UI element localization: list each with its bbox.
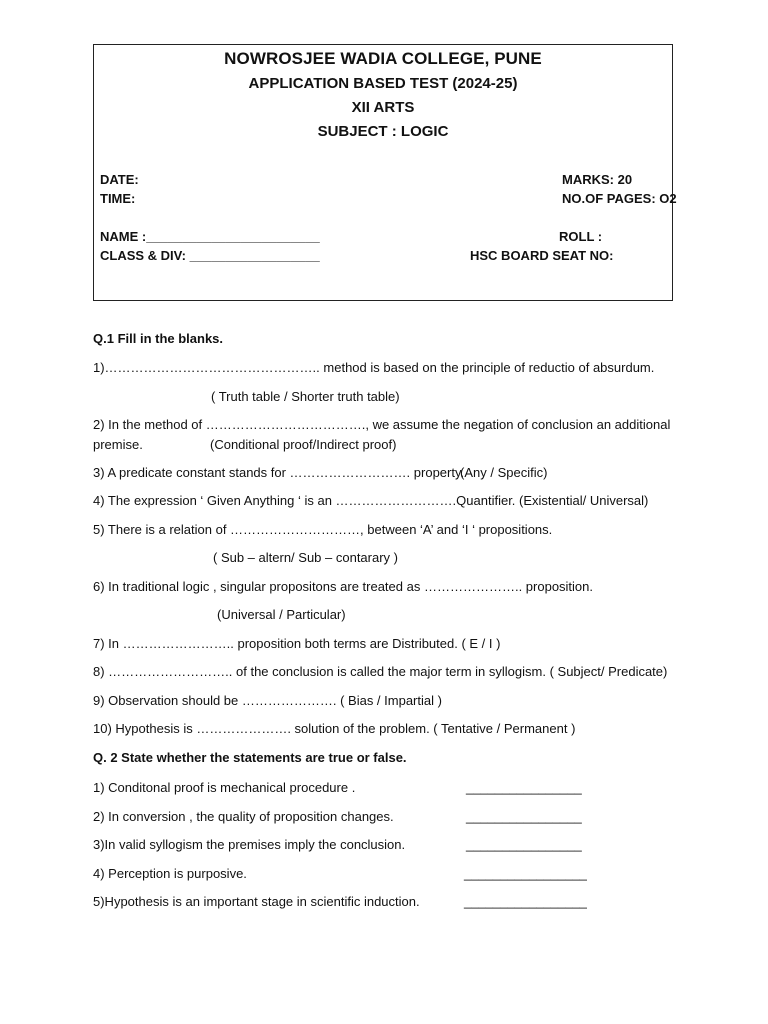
college-name: NOWROSJEE WADIA COLLEGE, PUNE [224,49,542,68]
date-label: DATE: [100,172,139,187]
q1-item-9: 9) Observation should be …………………. ( Bias / Impartial ) [93,693,442,708]
header-box [93,44,677,301]
q1-item-1: 1)………………………………………….. method is based on the principle of reductio of absurdum. [93,360,655,375]
q1-item-6-options: (Universal / Particular) [217,607,346,622]
time-label: TIME: [100,191,136,206]
q1-item-1-options: ( Truth table / Shorter truth table) [211,389,400,404]
q2-statement-3: 3)In valid syllogism the premises imply the conclusion. [93,837,406,852]
roll-label: ROLL : [559,229,603,244]
q2-heading: Q. 2 State whether the statements are true or false. [93,750,407,765]
q1-item-2-cont: premise. [93,437,143,452]
class-title: XII ARTS [351,99,415,116]
q2-answer-blank-5: _________________ [464,894,587,909]
q1-item-8: 8) ……………………….. of the conclusion is called the major term in syllogism. ( Subject/ Predicate) [93,664,668,679]
q1-item-7: 7) In …………………….. proposition both terms are Distributed. ( E / I ) [93,636,501,651]
q2-answer-blank-1: ________________ [466,780,582,795]
test-title: APPLICATION BASED TEST (2024-25) [248,75,518,92]
class-div-field: CLASS & DIV: __________________ [100,248,320,263]
q1-item-3-options: (Any / Specific) [460,465,548,480]
q1-item-2: 2) In the method of ………………………………., we assume the negation of conclusion an additional [93,417,671,432]
pages-label: NO.OF PAGES: O2 [562,191,677,206]
q2-answer-blank-4: _________________ [464,866,587,881]
q1-item-5-options: ( Sub – altern/ Sub – contarary ) [213,550,398,565]
subject-title: SUBJECT : LOGIC [317,123,449,140]
q2-answer-blank-3: ________________ [466,837,582,852]
q1-item-10: 10) Hypothesis is …………………. solution of the problem. ( Tentative / Permanent ) [93,721,576,736]
q1-heading: Q.1 Fill in the blanks. [93,331,224,346]
seat-no-label: HSC BOARD SEAT NO: [470,248,614,263]
name-field: NAME :________________________ [100,229,320,244]
q2-statement-1: 1) Conditonal proof is mechanical procedure . [93,780,356,795]
q2-statement-5: 5)Hypothesis is an important stage in scientific induction. [93,894,420,909]
q1-item-2-options: (Conditional proof/Indirect proof) [210,437,397,452]
q1-item-5: 5) There is a relation of …………………………, between ‘A’ and ‘I ‘ propositions. [93,522,553,537]
q1-item-3: 3) A predicate constant stands for ………………………. property. [93,465,465,480]
q2-answer-blank-2: ________________ [466,809,582,824]
q2-statement-4: 4) Perception is purposive. [93,866,247,881]
q2-statement-2: 2) In conversion , the quality of proposition changes. [93,809,394,824]
q1-item-6: 6) In traditional logic , singular propositons are treated as ………………….. proposition. [93,579,594,594]
marks-label: MARKS: 20 [562,172,633,187]
q1-item-4: 4) The expression ‘ Given Anything ‘ is an ……………………….Quantifier. (Existential/ Universal) [93,493,649,508]
